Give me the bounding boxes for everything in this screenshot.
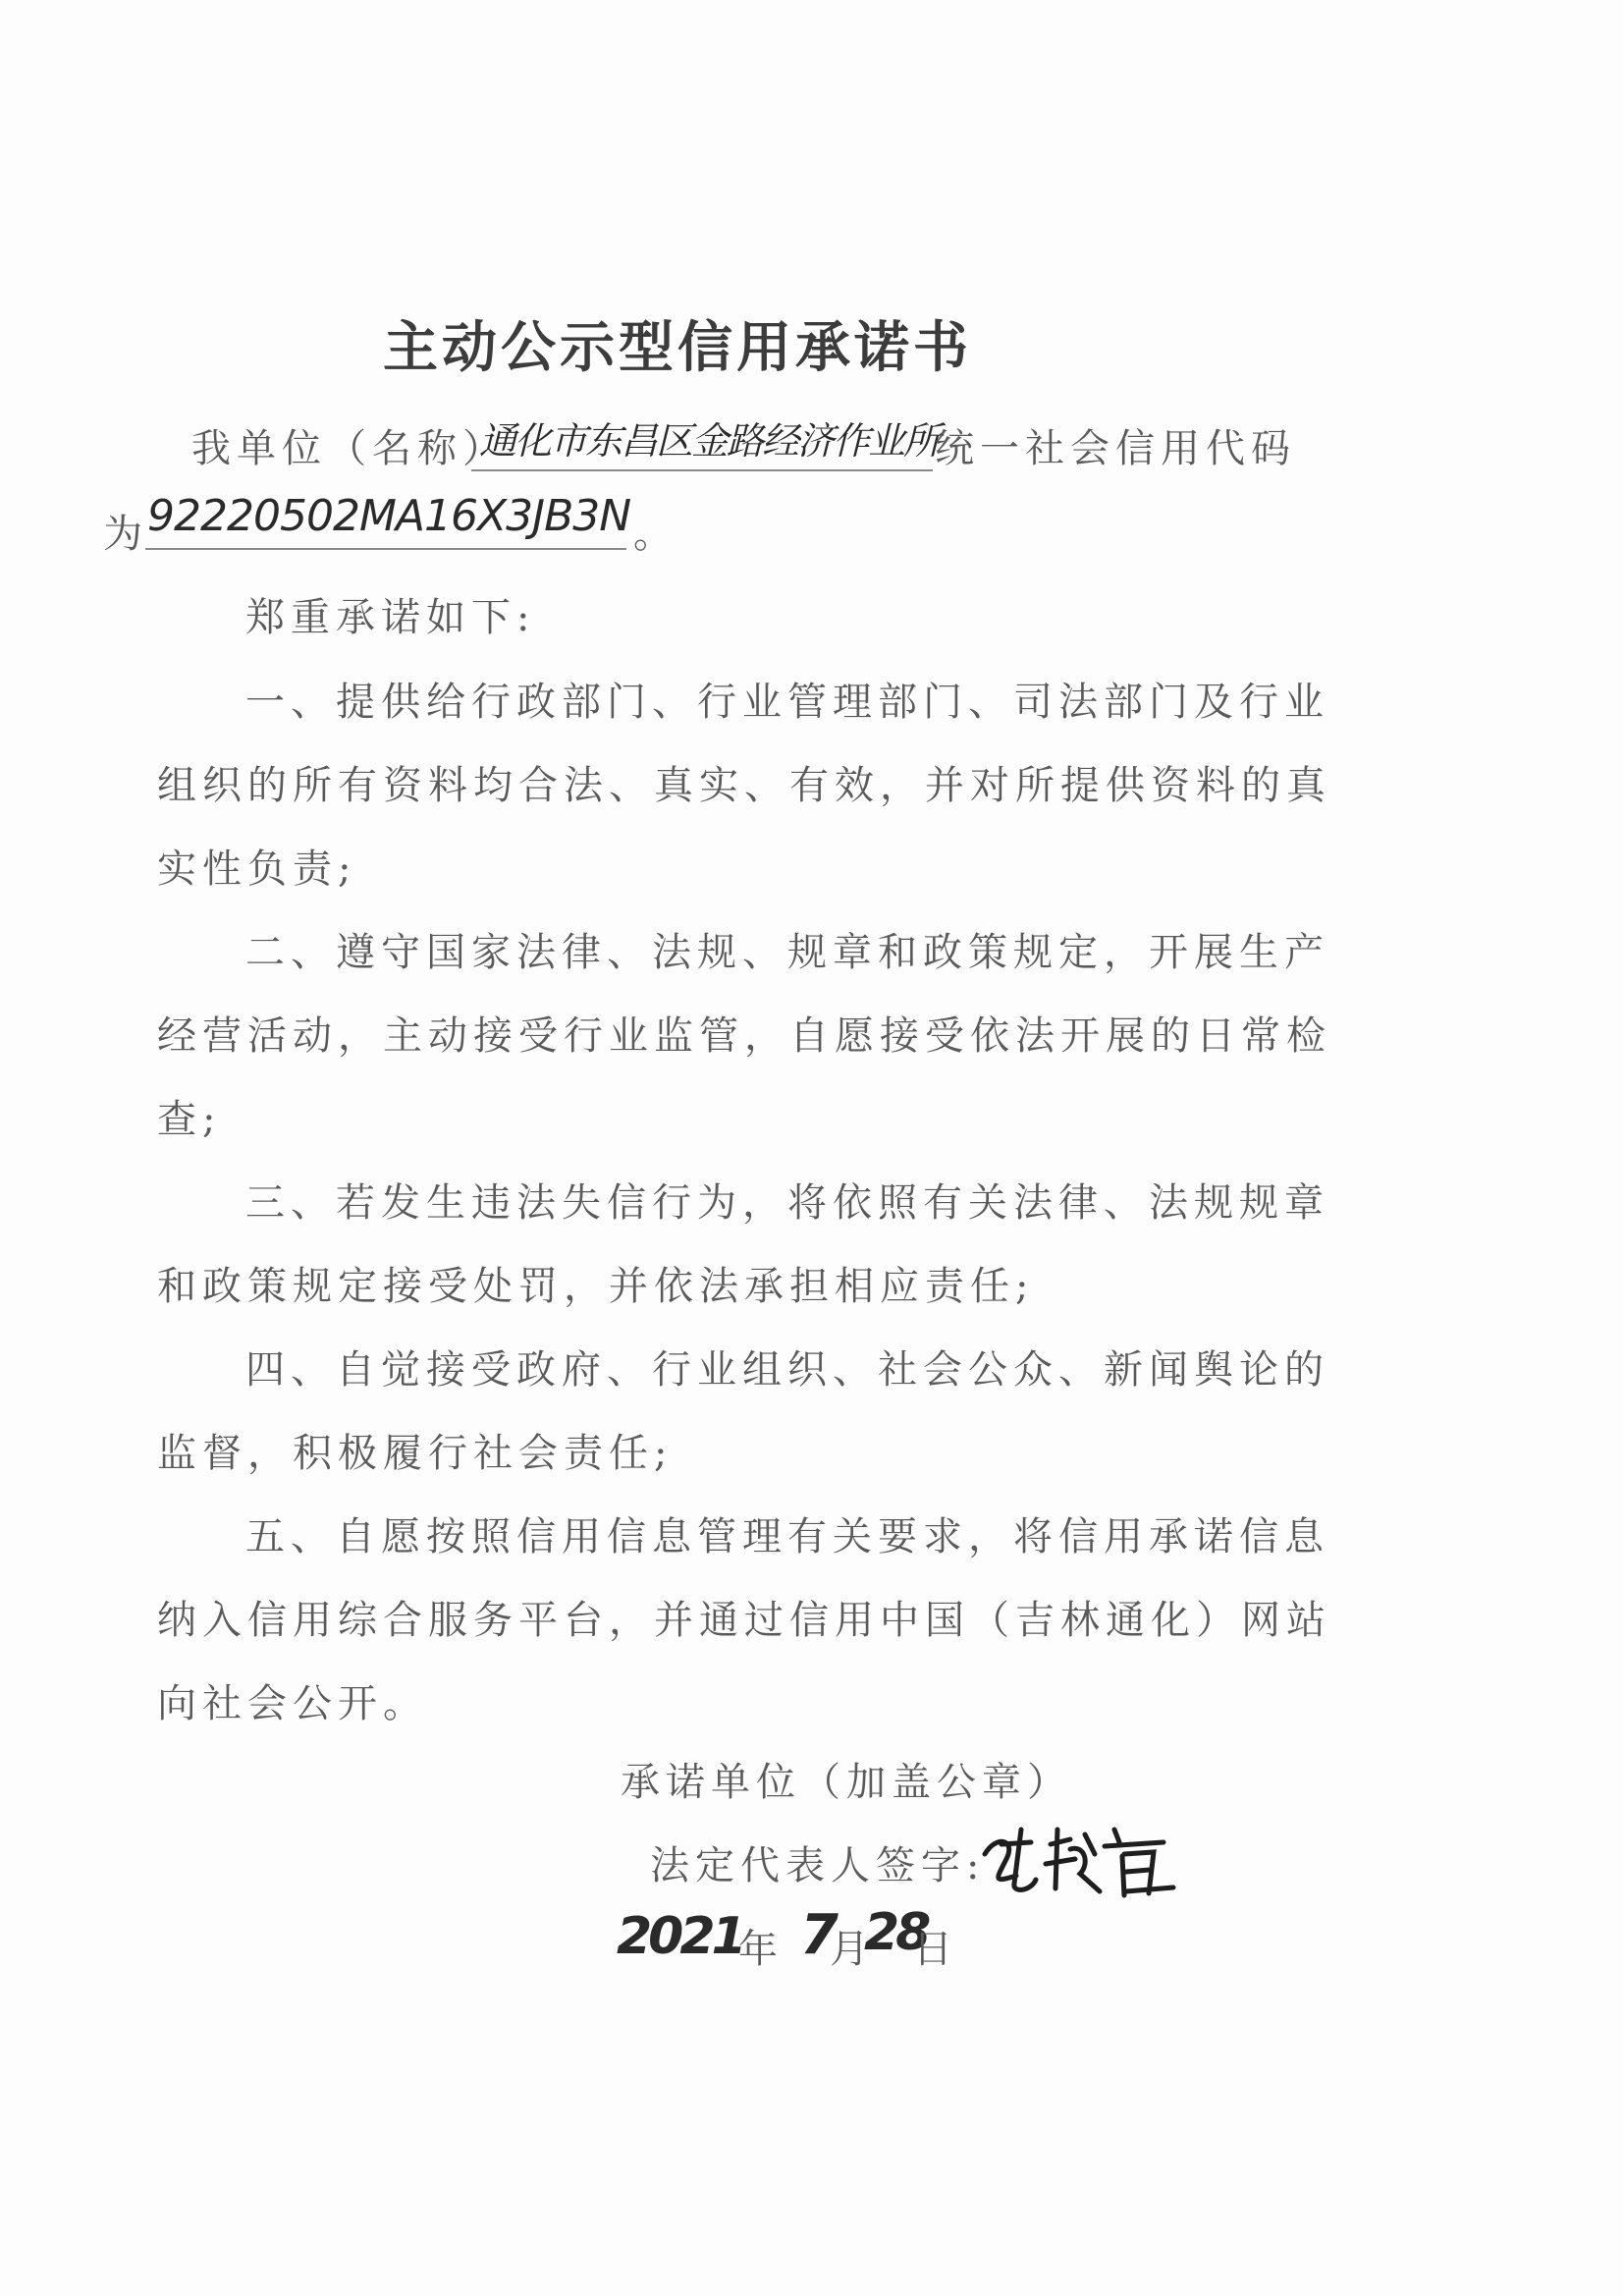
document-title: 主动公示型信用承诺书	[383, 315, 972, 380]
commit-heading: 郑重承诺如下:	[245, 595, 536, 640]
clause-2-line-2: 经营活动，主动接受行业监管，自愿接受依法开展的日常检	[157, 1013, 1331, 1059]
clause-5-line-3: 向社会公开。	[157, 1681, 428, 1726]
unit-name-underline	[471, 469, 933, 471]
unit-name-handwritten: 通化市东昌区金路经济作业所	[479, 419, 940, 463]
intro-prefix: 我单位（名称）	[191, 426, 508, 471]
unit-seal-label: 承诺单位（加盖公章）	[621, 1760, 1072, 1805]
rep-signature	[977, 1815, 1183, 1903]
signature-strokes-icon	[977, 1815, 1183, 1903]
date-year-label: 年	[738, 1927, 784, 1972]
credit-code-handwritten: 92220502MA16X3JB3N	[147, 491, 631, 541]
clause-4-line-2: 监督，积极履行社会责任;	[157, 1431, 674, 1476]
intro-middle: 统一社会信用代码	[935, 426, 1296, 471]
code-prefix: 为	[103, 512, 148, 557]
credit-code-underline	[145, 548, 626, 550]
clause-2-line-1: 二、遵守国家法律、法规、规章和政策规定，开展生产	[245, 930, 1329, 975]
clause-1-line-3: 实性负责;	[157, 847, 357, 892]
clause-4-line-1: 四、自觉接受政府、行业组织、社会公众、新闻舆论的	[245, 1347, 1329, 1393]
date-day-handwritten: 28	[864, 1903, 928, 1962]
clause-2-line-3: 查;	[157, 1097, 222, 1142]
clause-1-line-1: 一、提供给行政部门、行业管理部门、司法部门及行业	[245, 680, 1329, 725]
clause-3-line-2: 和政策规定接受处罚，并依法承担相应责任;	[157, 1264, 1035, 1309]
clause-1-line-2: 组织的所有资料均合法、真实、有效，并对所提供资料的真	[157, 763, 1331, 808]
date-month-handwritten: 7	[800, 1903, 839, 1967]
clause-5-line-1: 五、自愿按照信用信息管理有关要求，将信用承诺信息	[245, 1514, 1329, 1559]
clause-5-line-2: 纳入信用综合服务平台，并通过信用中国（吉林通化）网站	[157, 1598, 1331, 1643]
date-year-handwritten: 2021	[617, 1907, 743, 1966]
date-day-label: 日	[913, 1927, 958, 1972]
clause-3-line-1: 三、若发生违法失信行为，将依照有关法律、法规规章	[245, 1180, 1329, 1226]
rep-sign-label: 法定代表人签字:	[650, 1843, 986, 1888]
date-month-label: 月	[830, 1927, 875, 1972]
code-suffix: 。	[633, 512, 678, 557]
